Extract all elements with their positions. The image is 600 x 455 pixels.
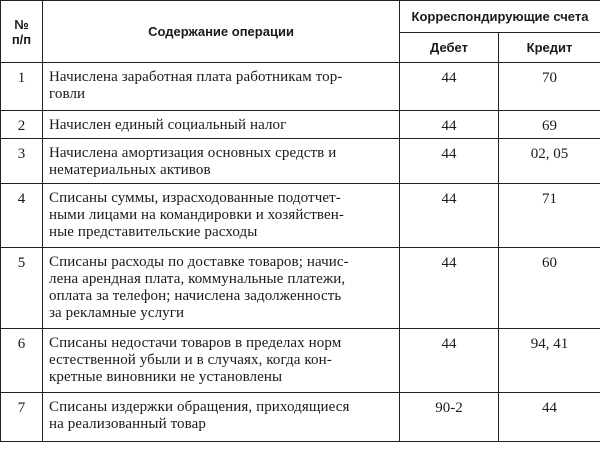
row-debit: 44 [400,111,499,139]
row-description-line: Списаны недостачи товаров в пределах норм [49,335,342,351]
row-description [43,111,400,139]
row-credit: 70 [499,63,600,111]
row-description-line: ными лицами на командировки и хозяйствен- [49,207,344,223]
row-description-line: естественной убыли и в случаях, когда кон- [49,352,332,368]
header-debit: Дебет [400,33,499,63]
row-credit: 44 [499,393,600,442]
row-number: 6 [1,329,43,393]
row-description-line: лена арендная плата, коммунальные платежи, [49,271,346,287]
row-description [43,329,400,393]
row-description-line: Списаны расходы по доставке товаров; начис- [49,254,349,270]
row-number: 5 [1,248,43,329]
row-description-line: говли [49,86,86,102]
row-description [43,63,400,111]
row-debit: 44 [400,329,499,393]
row-credit: 94, 41 [499,329,600,393]
row-description-line: нематериальных активов [49,162,211,178]
row-debit: 90-2 [400,393,499,442]
row-description-line: Списаны суммы, израсходованные подотчет- [49,190,341,206]
row-debit: 44 [400,184,499,248]
row-description-line: ные представительские расходы [49,224,258,240]
row-debit: 44 [400,63,499,111]
table-row [1,393,600,442]
row-credit: 71 [499,184,600,248]
table-row [1,329,600,393]
row-description-line: Начислена заработная плата работникам тор- [49,69,343,85]
row-description [43,248,400,329]
header-number-line1: № [14,16,29,32]
row-description-line: оплата за телефон; начислена задолженность [49,288,342,304]
row-description-line: Начислена амортизация основных средств и [49,145,337,161]
row-debit: 44 [400,139,499,184]
header-content: Содержание операции [43,1,400,63]
row-description-line: на реализованный товар [49,416,206,432]
table-body [1,63,600,442]
row-description-line: кретные виновники не установлены [49,369,283,385]
header-corresponding-accounts: Корреспондирующие счета [400,1,600,33]
row-description-line: за рекламные услуги [49,305,185,321]
row-description [43,184,400,248]
table-row [1,111,600,139]
table-row [1,63,600,111]
row-number: 4 [1,184,43,248]
row-number: 2 [1,111,43,139]
row-credit: 60 [499,248,600,329]
header-number [1,1,43,63]
row-description [43,393,400,442]
row-description-line: Списаны издержки обращения, приходящиеся [49,399,350,415]
header-credit: Кредит [499,33,600,63]
row-debit: 44 [400,248,499,329]
row-description-line: Начислен единый социальный налог [49,117,287,133]
table-row [1,139,600,184]
row-credit: 02, 05 [499,139,600,184]
table-row [1,184,600,248]
header-number-line2: п/п [11,31,32,47]
row-number: 1 [1,63,43,111]
table-row [1,248,600,329]
row-description [43,139,400,184]
row-number: 3 [1,139,43,184]
row-number: 7 [1,393,43,442]
row-credit: 69 [499,111,600,139]
